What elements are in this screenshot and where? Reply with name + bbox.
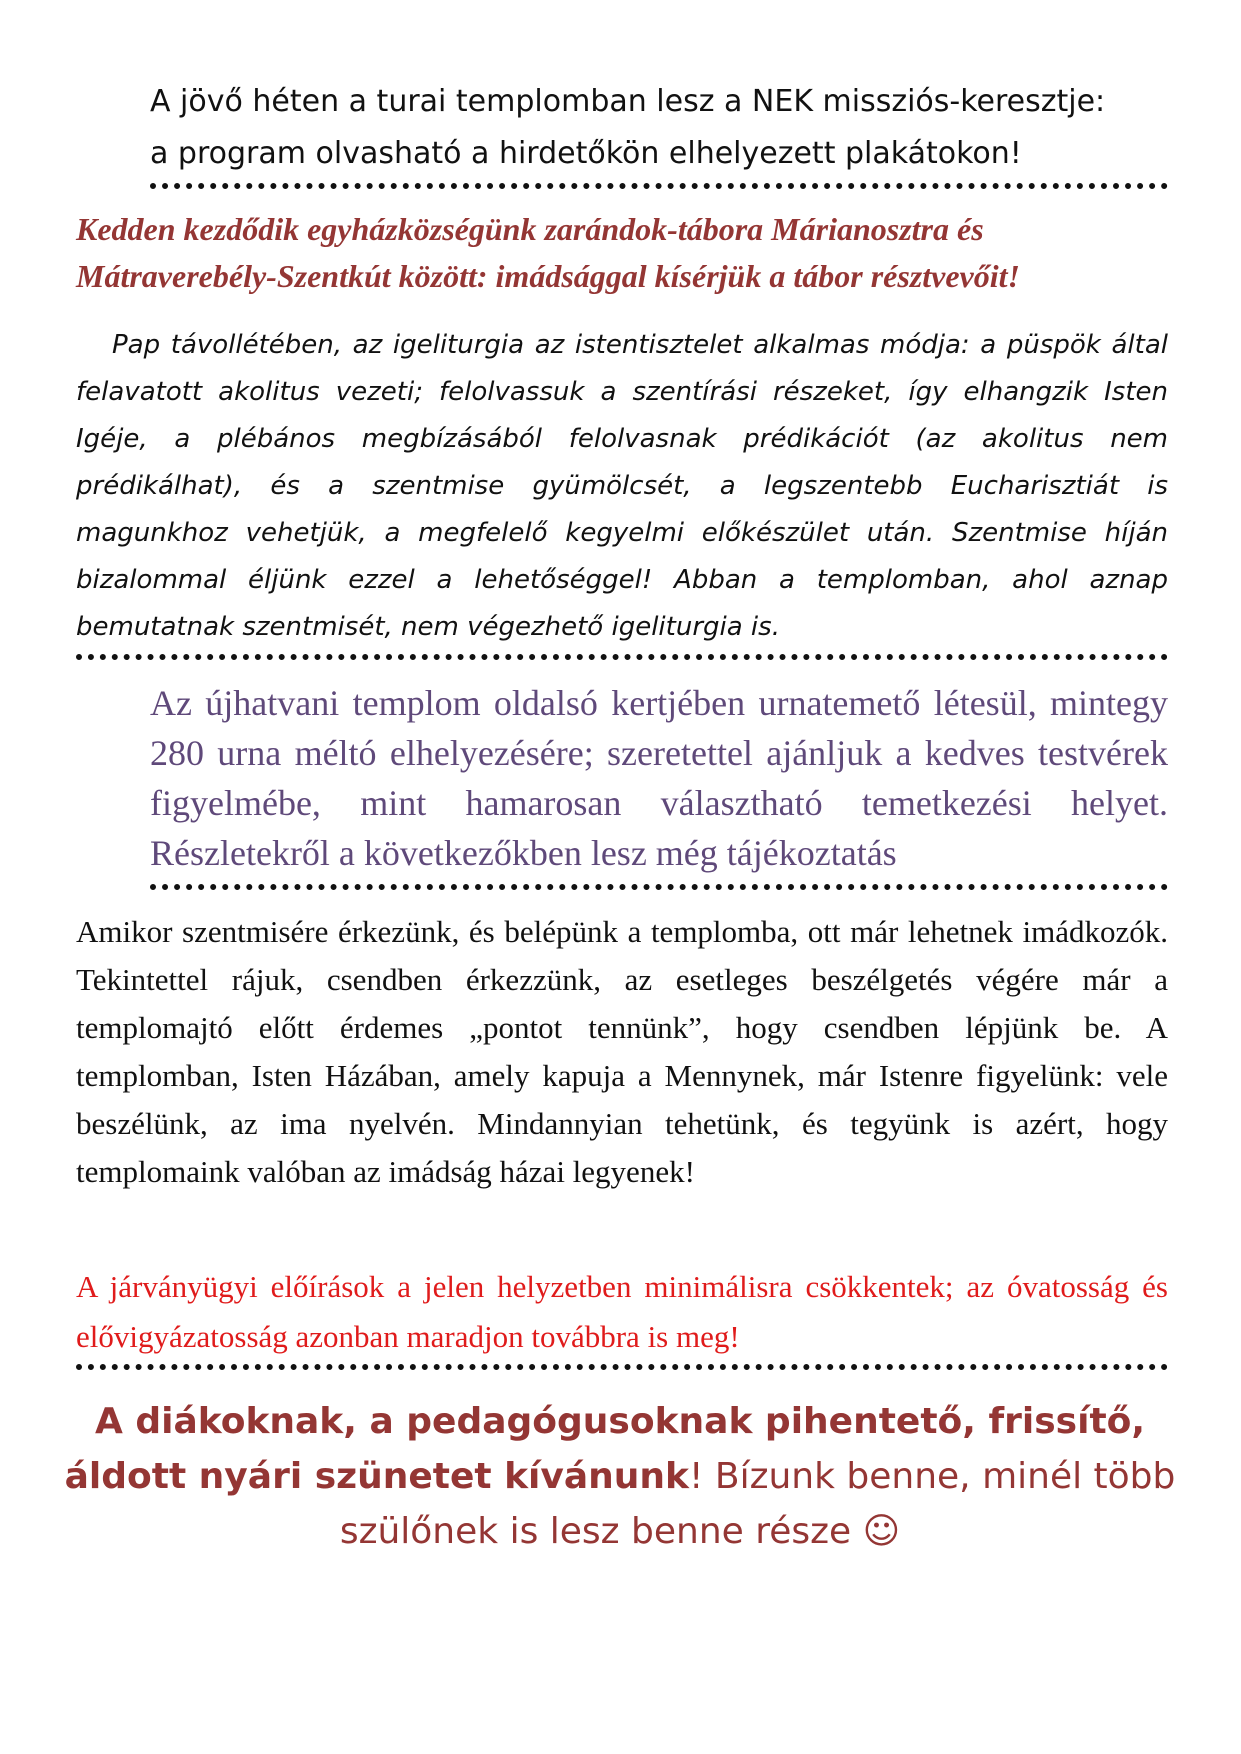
liturgy-text: Pap távollétében, az igeliturgia az istentisztelet alkalmas módja: a püspök által felavatott akolitus vezeti; felolvassuk a szentírási részeket, így elhangzik Isten Igéje, a plébános megbízásából felolvasnak prédikációt (az akolitus nem prédikálhat), és a szentmise gyümölcsét, a legszentebb Eucharisztiát is magunkhoz vehetjük, a megfelelő kegyelmi előkészület után. Szentmise híján bizalommal éljünk ezzel a lehetőséggel! Abban a templomban, ahol aznap bemutatnak szentmisét, nem végezhető igeliturgia is.: [76, 330, 1168, 642]
summer-greeting-rest: ! Bízunk benne, minél több szülőnek is lesz benne része ☺: [339, 1456, 1176, 1552]
urn-cemetery-text: Az újhatvani templom oldalsó kertjében urnatemető létesül, mintegy 280 urna méltó elhelyezésére; szeretettel ajánljuk a kedves testvérek figyelmébe, mint hamarosan választható temetkezési helyet. Részletekről a következőkben lesz még tájékoztatás: [150, 683, 1168, 873]
liturgy-notice: [76, 322, 1168, 651]
mass-etiquette-text: Amikor szentmisére érkezünk, és belépünk a templomba, ott már lehetnek imádkozók. Tekintettel rájuk, csendben érkezzünk, az esetleges beszélgetés végére már a templomajtó előtt érdemes „pontot tennünk”, hogy csendben lépjünk be. A templomban, Isten Házában, amely kapuja a Mennynek, már Istenre figyelünk: vele beszélünk, az ima nyelvén. Mindannyian tehetünk, és tegyünk is azért, hogy templomaink valóban az imádság házai legyenek!: [76, 914, 1168, 1189]
nek-cross-line-2: a program olvasható a hirdetőkön elhelyezett plakátokon!: [150, 136, 1022, 171]
dotted-divider: [76, 1364, 1168, 1370]
summer-greeting: [60, 1394, 1180, 1559]
pandemic-text: A járványügyi előírások a jelen helyzetben minimálisra csökkentek; az óvatosság és elővigyázatosság azonban maradjon továbbra is meg!: [76, 1269, 1168, 1354]
summer-greeting-bold-1: A diákoknak, a pedagógusoknak pihentető, frissítő,: [94, 1401, 1146, 1442]
nek-cross-notice: [150, 76, 1160, 180]
pilgrimage-notice: [76, 206, 1168, 300]
pilgrimage-text: Kedden kezdődik egyházközségünk zarándok-tábora Márianosztra és Mátraverebély-Szentkút között: imádsággal kísérjük a tábor résztvevőit!: [76, 211, 1020, 294]
urn-cemetery-notice: [150, 678, 1168, 878]
dotted-divider: [150, 183, 1168, 189]
dotted-divider: [150, 884, 1168, 890]
dotted-divider: [76, 654, 1168, 660]
nek-cross-line-1: A jövő héten a turai templomban lesz a NEK missziós-keresztje:: [150, 84, 1106, 119]
summer-greeting-bold-2: áldott nyári szünetet kívánunk: [64, 1456, 689, 1497]
summer-greeting-text: [60, 1394, 1180, 1559]
mass-etiquette-notice: [76, 908, 1168, 1196]
pandemic-notice: [76, 1262, 1168, 1362]
